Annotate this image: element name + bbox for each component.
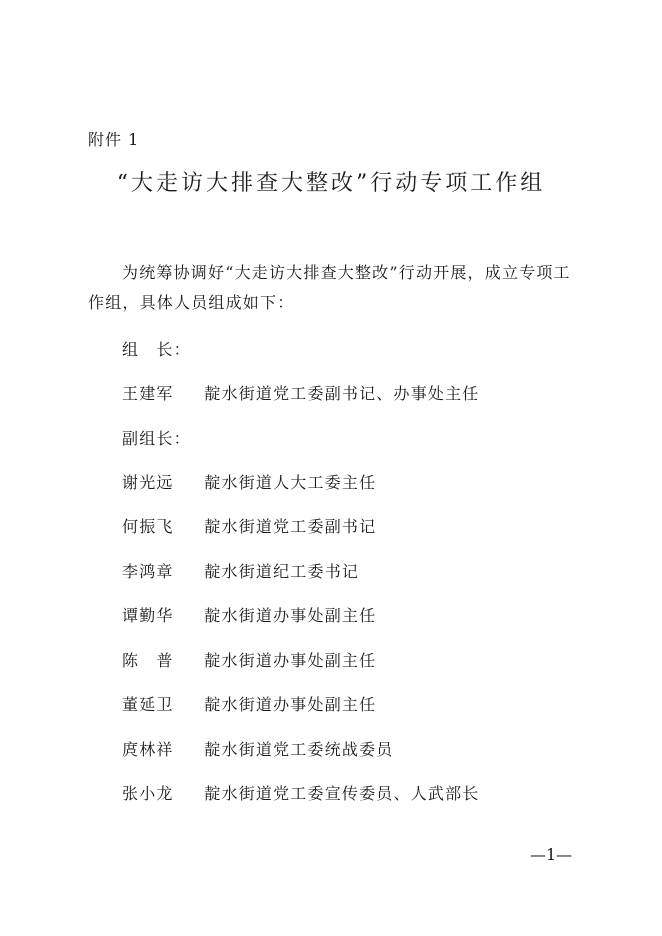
member-name: 董延卫 <box>122 695 174 714</box>
member-duty: 靛水街道办事处副主任 <box>204 695 377 714</box>
member-name: 何振飞 <box>122 517 174 536</box>
member-duty: 靛水街道党工委统战委员 <box>204 740 394 759</box>
member-row <box>122 471 376 495</box>
member-name: 王建军 <box>122 384 174 403</box>
member-duty: 靛水街道党工委宣传委员、人武部长 <box>204 784 480 803</box>
member-row <box>122 782 480 806</box>
member-row <box>122 649 376 673</box>
member-duty: 靛水街道纪工委书记 <box>204 562 360 581</box>
member-name: 谭勤华 <box>122 606 174 625</box>
member-duty: 靛水街道人大工委主任 <box>204 473 377 492</box>
member-name: 谢光远 <box>122 473 174 492</box>
member-row <box>122 604 376 628</box>
member-row <box>122 515 376 539</box>
page-number: —1— <box>530 845 573 864</box>
leader-row <box>122 382 480 406</box>
document-title: “大走访大排查大整改”行动专项工作组 <box>116 171 546 196</box>
leader-heading: 组 长： <box>122 340 191 359</box>
member-name: 李鸿章 <box>122 562 174 581</box>
member-name: 陈 普 <box>122 651 174 670</box>
member-name: 庹林祥 <box>122 740 174 759</box>
member-duty: 靛水街道办事处副主任 <box>204 651 377 670</box>
deputy-heading: 副组长： <box>122 429 191 448</box>
member-name: 张小龙 <box>122 784 174 803</box>
member-row <box>122 693 376 717</box>
member-duty: 靛水街道办事处副主任 <box>204 606 377 625</box>
member-duty: 靛水街道党工委副书记 <box>204 517 377 536</box>
member-row <box>122 560 359 584</box>
member-duty: 靛水街道党工委副书记、办事处主任 <box>204 384 480 403</box>
attachment-label: 附件 1 <box>88 130 140 149</box>
member-row <box>122 738 394 762</box>
intro-paragraph: 为统筹协调好“大走访大排查大整改”行动开展，成立专项工作组，具体人员组成如下： <box>88 263 571 312</box>
